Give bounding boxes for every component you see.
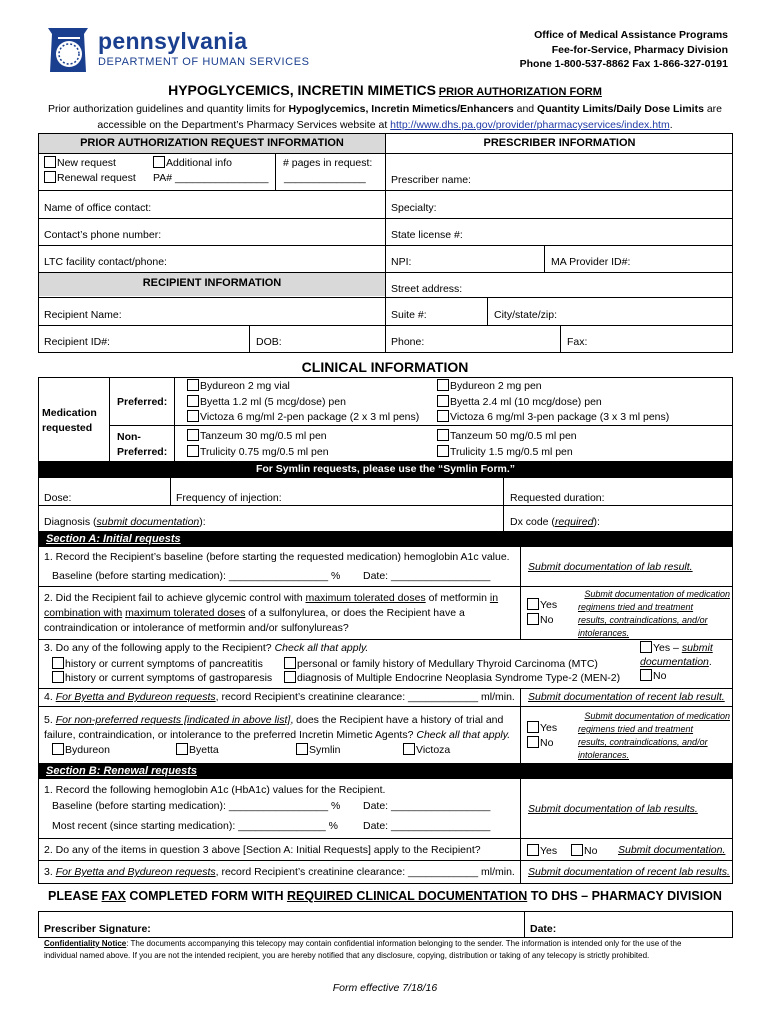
a-q4-submit-note: Submit documentation of recent lab result. (528, 691, 725, 703)
no-checkbox[interactable] (527, 736, 539, 748)
a-q3-yes-no: Yes – submit documentation. No (640, 642, 713, 682)
pharmacy-services-link[interactable]: http://www.dhs.pa.gov/provider/pharmacyservices/index.htm (390, 119, 670, 131)
intro-line-1: Prior authorization guidelines and quantity limits for Hypoglycemics, Incretin Mimetics/Enhancers and Quantity Limits/Daily Dose Limits are (47, 103, 723, 115)
yes-checkbox[interactable] (527, 598, 539, 610)
prescriber-signature-field[interactable]: Prescriber Signature: (44, 923, 151, 935)
b-q3-text[interactable]: 3. For Byetta and Bydureon requests, record Recipient’s creatinine clearance: ____________ ml/min. (44, 866, 515, 878)
form-title-main: HYPOGLYCEMICS, INCRETIN MIMETICS (168, 82, 436, 98)
b-q1-recent-date[interactable]: Date: _________________ (363, 820, 491, 832)
med-checkbox[interactable] (437, 395, 449, 407)
preferred-list-left (187, 379, 419, 426)
non-preferred-list-right (437, 428, 577, 460)
med-checkbox[interactable] (437, 410, 449, 422)
a-q5-opt-bydureon[interactable]: Bydureon (52, 743, 110, 756)
form-effective-date: Form effective 7/18/16 (332, 982, 438, 994)
a-q5-opt-byetta[interactable]: Byetta (176, 743, 219, 756)
frequency-field[interactable]: Frequency of injection: (176, 492, 282, 504)
city-state-zip-field[interactable]: City/state/zip: (494, 309, 558, 321)
a-q5-text: 5. For non-preferred requests [indicated in above list], does the Recipient have a history of trial and failure, contraindication, or intolerance to the preferred Incretin Mimetic Agents? Check all that apply. (44, 714, 511, 741)
yes-checkbox[interactable] (640, 641, 652, 653)
a-q3-opt-pancreatitis[interactable]: history or current symptoms of pancreatitis (52, 657, 263, 670)
a-q1-submit-note: Submit documentation of lab result. (528, 561, 693, 573)
a-q5-yes[interactable]: Yes (527, 721, 557, 736)
med-checkbox[interactable] (437, 445, 449, 457)
symlin-note: For Symlin requests, please use the “Symlin Form.” (255, 463, 516, 475)
a-q2-submit-note: Submit documentation of medication regimens tried and treatment results, contraindications, and/or intolerances. (578, 589, 730, 638)
ltc-contact-field[interactable]: LTC facility contact/phone: (44, 256, 167, 268)
b-q2-no[interactable]: No (571, 844, 597, 857)
specialty-field[interactable]: Specialty: (391, 202, 437, 214)
symlin-note-bar (38, 461, 733, 478)
office-line-3: Phone 1-800-537-8862 Fax 1-866-327-0191 (519, 58, 728, 70)
med-option[interactable]: Bydureon 2 mg vial (187, 379, 419, 395)
street-address-field[interactable]: Street address: (391, 283, 463, 295)
intro-line-2: accessible on the Department’s Pharmacy Services website at http://www.dhs.pa.gov/provider/pharmacyservices/index.htm. (97, 119, 673, 131)
pancreatitis-checkbox[interactable] (52, 657, 64, 669)
med-checkbox[interactable] (187, 395, 199, 407)
b-q1-baseline-date[interactable]: Date: _________________ (363, 800, 491, 812)
pa-number-field[interactable]: PA# ________________ (153, 172, 269, 184)
dob-field[interactable]: DOB: (256, 336, 282, 348)
suite-field[interactable]: Suite #: (391, 309, 427, 321)
no-checkbox[interactable] (571, 844, 583, 856)
men2-checkbox[interactable] (284, 671, 296, 683)
b-q3-submit-note: Submit documentation of recent lab results. (528, 866, 730, 878)
new-request-option[interactable]: New request (44, 156, 116, 169)
a-q5-opt-victoza[interactable]: Victoza (403, 743, 450, 756)
a-q3-yes[interactable]: Yes – submit (640, 641, 713, 655)
recipient-name-field[interactable]: Recipient Name: (44, 309, 122, 321)
a-q5-submit-note: Submit documentation of medication regimens tried and treatment results, contraindications, and/or intolerances. (578, 711, 730, 760)
dose-field[interactable]: Dose: (44, 492, 72, 504)
no-checkbox[interactable] (527, 613, 539, 625)
additional-info-option[interactable]: Additional info (153, 156, 232, 169)
a-q3-opt-men2[interactable]: diagnosis of Multiple Endocrine Neoplasia Syndrome Type-2 (MEN-2) (284, 671, 620, 684)
additional-info-checkbox[interactable] (153, 156, 165, 168)
form-title-suffix: PRIOR AUTHORIZATION FORM (438, 86, 602, 98)
section-b-bar (38, 764, 733, 779)
med-checkbox[interactable] (187, 379, 199, 391)
med-option[interactable]: Bydureon 2 mg pen (437, 379, 669, 395)
b-q1-text: 1. Record the following hemoglobin A1c (HbA1c) values for the Recipient. (44, 784, 386, 796)
office-line-1: Office of Medical Assistance Programs (534, 29, 728, 41)
prescriber-fax-field[interactable]: Fax: (567, 336, 588, 348)
a-q2-text: 2. Did the Recipient fail to achieve glycemic control with maximum tolerated doses of metformin in combination with maximum tolerated doses of a sulfonylurea, or does the Recipient have a contraindication or intolerance of metformin and/or sulfonylureas? (44, 592, 499, 634)
med-option[interactable]: Tanzeum 30 mg/0.5 ml pen (187, 428, 329, 444)
med-option[interactable]: Tanzeum 50 mg/0.5 ml pen (437, 428, 577, 444)
med-option[interactable]: Trulicity 1.5 mg/0.5 ml pen (437, 444, 577, 460)
non-preferred-label: Non- Preferred: (117, 431, 168, 458)
prescriber-phone-field[interactable]: Phone: (391, 336, 425, 348)
a-q3-opt-mtc[interactable]: personal or family history of Medullary Thyroid Carcinoma (MTC) (284, 657, 598, 670)
pa-request-heading: PRIOR AUTHORIZATION REQUEST INFORMATION (80, 137, 344, 149)
form-title (0, 82, 770, 98)
logo-name: pennsylvania (98, 28, 248, 54)
duration-field[interactable]: Requested duration: (510, 492, 605, 504)
a-q1-date[interactable]: Date: _________________ (363, 570, 491, 582)
yes-checkbox[interactable] (527, 844, 539, 856)
b-q1-submit-note: Submit documentation of lab results. (528, 803, 698, 815)
section-a-bar (38, 532, 733, 547)
logo-department: DEPARTMENT OF HUMAN SERVICES (98, 56, 310, 68)
a-q3-no[interactable]: No (640, 669, 713, 683)
non-preferred-list-left (187, 428, 329, 460)
a-q3-text: 3. Do any of the following apply to the Recipient? Check all that apply. (44, 642, 369, 654)
medication-requested-label: Medication requested (42, 407, 97, 434)
a-q2-no[interactable]: No (527, 613, 557, 628)
npi-field[interactable]: NPI: (391, 256, 412, 268)
confidentiality-notice: Confidentiality Notice: The documents accompanying this telecopy may contain confidential information belonging to the sender. The information is intended only for the use of the individual named above. If you are not the intended recipient, you are hereby notified that any disclosure, copying, distribution or taking of any telecopy is strictly prohibited. (44, 939, 682, 960)
ma-provider-id-field[interactable]: MA Provider ID#: (551, 256, 631, 268)
b-q1-baseline[interactable]: Baseline (before starting medication): _________________ % (52, 800, 341, 812)
section-b-heading: Section B: Renewal requests (46, 765, 197, 777)
gastroparesis-checkbox[interactable] (52, 671, 64, 683)
pages-in-request-field[interactable]: ______________ (284, 172, 366, 184)
med-checkbox[interactable] (187, 410, 199, 422)
b-q2-yes[interactable]: Yes (527, 844, 557, 857)
office-info (520, 28, 728, 72)
med-option[interactable]: Trulicity 0.75 mg/0.5 ml pen (187, 444, 329, 460)
preferred-label: Preferred: (117, 396, 168, 408)
a-q5-yes-no (527, 721, 557, 751)
b-q2-text: 2. Do any of the items in question 3 above [Section A: Initial Requests] apply to the Recipient? (44, 844, 481, 856)
a-q5-opt-symlin[interactable]: Symlin (296, 743, 341, 756)
a-q3-opt-gastroparesis[interactable]: history or current symptoms of gastroparesis (52, 671, 272, 684)
keystone-logo-icon (42, 24, 94, 76)
diagnosis-field[interactable]: Diagnosis (submit documentation): (44, 516, 206, 528)
victoza-checkbox[interactable] (403, 743, 415, 755)
signature-date-field[interactable]: Date: (530, 923, 557, 935)
recipient-heading: RECIPIENT INFORMATION (142, 277, 282, 289)
med-checkbox[interactable] (437, 429, 449, 441)
office-line-2: Fee-for-Service, Pharmacy Division (551, 43, 728, 56)
a-q2-yes-no (527, 598, 557, 628)
pa-dhs-logo (42, 24, 310, 76)
clinical-heading: CLINICAL INFORMATION (301, 359, 469, 375)
med-option[interactable]: Byetta 2.4 ml (10 mcg/dose) pen (437, 395, 669, 411)
office-contact-field[interactable]: Name of office contact: (44, 202, 152, 214)
pages-in-request-label: # pages in request: (283, 157, 373, 169)
prescriber-heading: PRESCRIBER INFORMATION (483, 137, 636, 149)
a-q1-baseline[interactable]: Baseline (before starting medication): _________________ % (52, 570, 341, 582)
med-option[interactable]: Victoza 6 mg/ml 3-pen package (3 x 3 ml pens) (437, 410, 669, 426)
section-a-heading: Section A: Initial requests (46, 533, 181, 545)
symlin-checkbox[interactable] (296, 743, 308, 755)
a-q4-text[interactable]: 4. For Byetta and Bydureon requests, record Recipient’s creatinine clearance: ____________ ml/min. (44, 691, 515, 703)
mtc-checkbox[interactable] (284, 657, 296, 669)
recipient-id-field[interactable]: Recipient ID#: (44, 336, 110, 348)
b-q1-recent[interactable]: Most recent (since starting medication): _______________ % (52, 820, 339, 832)
b-q2-submit-note: Submit documentation. (618, 844, 726, 856)
renewal-request-option[interactable]: Renewal request (44, 171, 136, 184)
bydureon-checkbox[interactable] (52, 743, 64, 755)
med-option[interactable]: Victoza 6 mg/ml 2-pen package (2 x 3 ml pens) (187, 410, 419, 426)
state-license-field[interactable]: State license #: (391, 229, 463, 241)
new-request-checkbox[interactable] (44, 156, 56, 168)
med-checkbox[interactable] (187, 429, 199, 441)
med-option[interactable]: Byetta 1.2 ml (5 mcg/dose) pen (187, 395, 419, 411)
a-q1-text: 1. Record the Recipient’s baseline (before starting the requested medication) hemoglobin A1c value. (44, 551, 510, 563)
contact-phone-field[interactable]: Contact’s phone number: (44, 229, 162, 241)
byetta-checkbox[interactable] (176, 743, 188, 755)
fax-instruction: PLEASE FAX COMPLETED FORM WITH REQUIRED CLINICAL DOCUMENTATION TO DHS – PHARMACY DIVISION (48, 889, 722, 903)
med-checkbox[interactable] (187, 445, 199, 457)
med-checkbox[interactable] (437, 379, 449, 391)
a-q5-no[interactable]: No (527, 736, 557, 751)
renewal-request-checkbox[interactable] (44, 171, 56, 183)
dx-code-field[interactable]: Dx code (required): (510, 516, 600, 528)
no-checkbox[interactable] (640, 669, 652, 681)
a-q2-yes[interactable]: Yes (527, 598, 557, 613)
prescriber-name-field[interactable]: Prescriber name: (391, 174, 471, 186)
preferred-list-right (437, 379, 669, 426)
yes-checkbox[interactable] (527, 721, 539, 733)
